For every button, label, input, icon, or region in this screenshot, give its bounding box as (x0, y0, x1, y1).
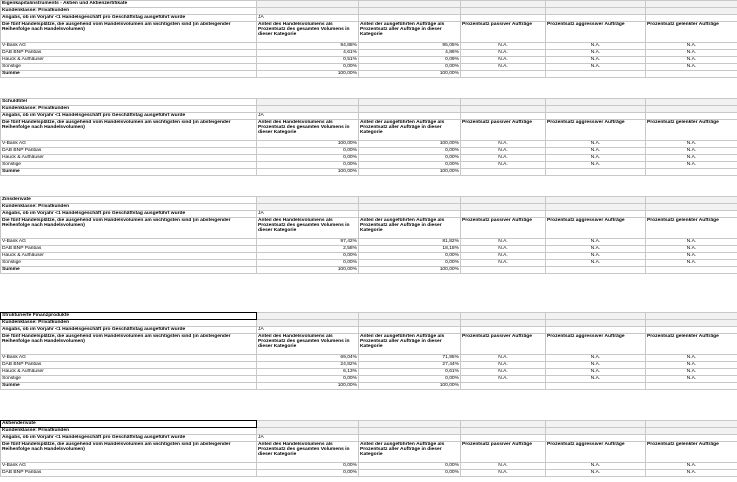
volume-share: 0,00% (257, 253, 359, 260)
orders-share: 100,00% (359, 383, 461, 390)
empty-cell (461, 169, 546, 176)
passive-value: N.A. (461, 253, 546, 260)
directed-header: Prozentsatz gelenkter Aufträge (646, 218, 737, 239)
volume-share: 100,00% (257, 267, 359, 274)
share-volume-header: Anteil des Handelsvolumens als Prozentsatz des gesamten Volumens in dieser Kategorie (257, 442, 359, 463)
orders-share: 71,95% (359, 355, 461, 362)
aggressive-header: Prozentsatz aggressiver Aufträge (546, 22, 646, 43)
empty-cell (546, 197, 646, 204)
table-row (1, 169, 737, 176)
empty-cell (461, 211, 546, 218)
passive-value: N.A. (461, 64, 546, 71)
orders-share: 0,09% (359, 57, 461, 64)
empty-cell (359, 435, 461, 442)
aggressive-value: N.A. (546, 463, 646, 470)
volume-share: 100,00% (257, 169, 359, 176)
directed-value: N.A. (646, 141, 737, 148)
table-row (1, 253, 737, 260)
orders-share: 18,18% (359, 246, 461, 253)
empty-cell (461, 421, 546, 428)
empty-cell (359, 113, 461, 120)
volume-share: 100,00% (257, 141, 359, 148)
table-row (1, 57, 737, 64)
empty-cell (461, 267, 546, 274)
empty-cell (646, 204, 737, 211)
section-table (0, 196, 737, 274)
orders-share: 0,00% (359, 253, 461, 260)
orders-share: 0,61% (359, 369, 461, 376)
table-row (1, 260, 737, 267)
client-class-label: Kundenklasse: Privatkunden (1, 320, 257, 327)
empty-cell (546, 383, 646, 390)
aggressive-value: N.A. (546, 253, 646, 260)
venue-name: DAB BNP Paribas (1, 362, 257, 369)
orders-share: 0,00% (359, 470, 461, 477)
empty-cell (257, 421, 359, 428)
table-row (1, 155, 737, 162)
aggressive-value: N.A. (546, 141, 646, 148)
table-row (1, 369, 737, 376)
empty-cell (646, 435, 737, 442)
empty-cell (646, 106, 737, 113)
table-row (1, 43, 737, 50)
empty-cell (359, 421, 461, 428)
venues-header: Die fünf Handelsplätze, die ausgehend vom Handelsvolumen am wichtigsten sind (in absteigender Reihenfolge nach Handelsvolumen) (1, 218, 257, 239)
volume-share: 2,58% (257, 246, 359, 253)
directed-value: N.A. (646, 355, 737, 362)
orders-share: 0,00% (359, 162, 461, 169)
volume-share: 0,00% (257, 376, 359, 383)
empty-cell (546, 15, 646, 22)
client-class-label: Kundenklasse: Privatkunden (1, 106, 257, 113)
passive-value: N.A. (461, 369, 546, 376)
aggressive-value: N.A. (546, 470, 646, 477)
empty-cell (359, 15, 461, 22)
empty-cell (461, 204, 546, 211)
orders-share: 95,05% (359, 43, 461, 50)
venue-name: V-Bank AG (1, 239, 257, 246)
empty-cell (359, 428, 461, 435)
share-volume-header: Anteil des Handelsvolumens als Prozentsatz des gesamten Volumens in dieser Kategorie (257, 218, 359, 239)
aggressive-value: N.A. (546, 362, 646, 369)
passive-value: N.A. (461, 141, 546, 148)
table-row (1, 239, 737, 246)
venue-name: Summe (1, 383, 257, 390)
directed-header: Prozentsatz gelenkter Aufträge (646, 442, 737, 463)
volume-share: 97,42% (257, 239, 359, 246)
empty-cell (546, 267, 646, 274)
directed-value: N.A. (646, 239, 737, 246)
empty-cell (257, 204, 359, 211)
venue-name: Sonstige (1, 260, 257, 267)
question-label: Angabs, ob im Vorjahr <1 Handelsgeschäft pro Geschäftstag ausgeführt wurde (1, 15, 257, 22)
table-row (1, 463, 737, 470)
volume-share: 6,13% (257, 369, 359, 376)
empty-cell (546, 169, 646, 176)
empty-cell (461, 113, 546, 120)
orders-share: 0,00% (359, 64, 461, 71)
section-title: Aktienderivate (1, 421, 257, 428)
aggressive-value: N.A. (546, 246, 646, 253)
empty-cell (546, 428, 646, 435)
venue-name: Hauck & Aufhäuser (1, 253, 257, 260)
aggressive-value: N.A. (546, 355, 646, 362)
venues-header: Die fünf Handelsplätze, die ausgehend vom Handelsvolumen am wichtigsten sind (in absteigender Reihenfolge nach Handelsvolumen) (1, 334, 257, 355)
venue-name: DAB BNP Paribas (1, 50, 257, 57)
aggressive-value: N.A. (546, 64, 646, 71)
orders-share: 0,00% (359, 463, 461, 470)
empty-cell (546, 313, 646, 320)
aggressive-header: Prozentsatz aggressiver Aufträge (546, 442, 646, 463)
directed-value: N.A. (646, 362, 737, 369)
table-row (1, 71, 737, 78)
directed-value: N.A. (646, 376, 737, 383)
passive-header: Prozentsatz passiver Aufträge (461, 218, 546, 239)
empty-cell (461, 8, 546, 15)
empty-cell (646, 113, 737, 120)
empty-cell (461, 383, 546, 390)
passive-value: N.A. (461, 43, 546, 50)
empty-cell (461, 320, 546, 327)
client-class-label: Kundenklasse: Privatkunden (1, 8, 257, 15)
orders-share: 100,00% (359, 169, 461, 176)
volume-share: 100,00% (257, 71, 359, 78)
directed-value: N.A. (646, 260, 737, 267)
empty-cell (461, 197, 546, 204)
directed-value: N.A. (646, 57, 737, 64)
empty-cell (646, 169, 737, 176)
venue-name: DAB BNP Paribas (1, 246, 257, 253)
empty-cell (646, 1, 737, 8)
section-title: Zinsderivate (1, 197, 257, 204)
aggressive-value: N.A. (546, 148, 646, 155)
aggressive-value: N.A. (546, 369, 646, 376)
venue-name: V-Bank AG (1, 463, 257, 470)
table-row (1, 148, 737, 155)
directed-value: N.A. (646, 369, 737, 376)
empty-cell (546, 204, 646, 211)
volume-share: 0,00% (257, 64, 359, 71)
empty-cell (646, 267, 737, 274)
passive-value: N.A. (461, 57, 546, 64)
section-table (0, 98, 737, 176)
volume-share: 0,00% (257, 155, 359, 162)
directed-value: N.A. (646, 246, 737, 253)
empty-cell (359, 211, 461, 218)
empty-cell (461, 106, 546, 113)
passive-header: Prozentsatz passiver Aufträge (461, 442, 546, 463)
share-orders-header: Anteil der ausgeführten Aufträge als Prozentsatz aller Aufträge in dieser Kategorie (359, 334, 461, 355)
empty-cell (359, 1, 461, 8)
venues-header: Die fünf Handelsplätze, die ausgehend vom Handelsvolumen am wichtigsten sind (in absteigender Reihenfolge nach Handelsvolumen) (1, 22, 257, 43)
venues-header: Die fünf Handelsplätze, die ausgehend vom Handelsvolumen am wichtigsten sind (in absteigender Reihenfolge nach Handelsvolumen) (1, 120, 257, 141)
passive-value: N.A. (461, 470, 546, 477)
venue-name: Sonstige (1, 162, 257, 169)
empty-cell (546, 8, 646, 15)
table-row (1, 50, 737, 57)
passive-header: Prozentsatz passiver Aufträge (461, 120, 546, 141)
empty-cell (359, 8, 461, 15)
empty-cell (546, 1, 646, 8)
venue-name: Hauck & Aufhäuser (1, 57, 257, 64)
empty-cell (546, 327, 646, 334)
share-volume-header: Anteil des Handelsvolumens als Prozentsatz des gesamten Volumens in dieser Kategorie (257, 22, 359, 43)
share-orders-header: Anteil der ausgeführten Aufträge als Prozentsatz aller Aufträge in dieser Kategorie (359, 120, 461, 141)
venues-header: Die fünf Handelsplätze, die ausgehend vom Handelsvolumen am wichtigsten sind (in absteigender Reihenfolge nach Handelsvolumen) (1, 442, 257, 463)
directed-value: N.A. (646, 463, 737, 470)
orders-share: 100,00% (359, 267, 461, 274)
volume-share: 0,00% (257, 260, 359, 267)
empty-cell (359, 320, 461, 327)
table-row (1, 141, 737, 148)
directed-header: Prozentsatz gelenkter Aufträge (646, 22, 737, 43)
venue-name: Sonstige (1, 64, 257, 71)
table-row (1, 355, 737, 362)
section-table (0, 0, 737, 78)
table-row (1, 470, 737, 477)
directed-header: Prozentsatz gelenkter Aufträge (646, 120, 737, 141)
directed-value: N.A. (646, 162, 737, 169)
table-row (1, 383, 737, 390)
empty-cell (359, 99, 461, 106)
volume-share: 24,82% (257, 362, 359, 369)
section-title: Eigenkapitalinstruments - Aktien und Aktienzertifikate (1, 1, 257, 8)
answer-value: JA (257, 211, 359, 218)
empty-cell (546, 211, 646, 218)
orders-share: 100,00% (359, 71, 461, 78)
orders-share: 81,82% (359, 239, 461, 246)
empty-cell (359, 106, 461, 113)
orders-share: 4,86% (359, 50, 461, 57)
table-row (1, 246, 737, 253)
aggressive-value: N.A. (546, 50, 646, 57)
empty-cell (646, 421, 737, 428)
empty-cell (359, 313, 461, 320)
venue-name: Summe (1, 71, 257, 78)
orders-share: 0,00% (359, 148, 461, 155)
empty-cell (461, 313, 546, 320)
passive-value: N.A. (461, 376, 546, 383)
orders-share: 100,00% (359, 141, 461, 148)
empty-cell (257, 106, 359, 113)
directed-value: N.A. (646, 155, 737, 162)
venue-name: V-Bank AG (1, 141, 257, 148)
passive-value: N.A. (461, 239, 546, 246)
directed-header: Prozentsatz gelenkter Aufträge (646, 334, 737, 355)
empty-cell (646, 320, 737, 327)
client-class-label: Kundenklasse: Privatkunden (1, 204, 257, 211)
empty-cell (646, 8, 737, 15)
passive-value: N.A. (461, 50, 546, 57)
table-row (1, 162, 737, 169)
venue-name: Sonstige (1, 376, 257, 383)
passive-value: N.A. (461, 162, 546, 169)
empty-cell (359, 327, 461, 334)
directed-value: N.A. (646, 64, 737, 71)
empty-cell (359, 197, 461, 204)
passive-value: N.A. (461, 148, 546, 155)
section-table (0, 312, 737, 390)
empty-cell (359, 204, 461, 211)
section-title: Strukturierte Finanzprodukte (1, 313, 257, 320)
question-label: Angabs, ob im Vorjahr <1 Handelsgeschäft pro Geschäftstag ausgeführt wurde (1, 327, 257, 334)
volume-share: 0,00% (257, 162, 359, 169)
share-orders-header: Anteil der ausgeführten Aufträge als Prozentsatz aller Aufträge in dieser Kategorie (359, 22, 461, 43)
passive-header: Prozentsatz passiver Aufträge (461, 22, 546, 43)
orders-share: 0,00% (359, 260, 461, 267)
volume-share: 0,00% (257, 148, 359, 155)
volume-share: 4,61% (257, 50, 359, 57)
volume-share: 0,51% (257, 57, 359, 64)
venue-name: Summe (1, 267, 257, 274)
answer-value: JA (257, 435, 359, 442)
empty-cell (257, 99, 359, 106)
passive-value: N.A. (461, 260, 546, 267)
volume-share: 0,00% (257, 470, 359, 477)
passive-value: N.A. (461, 463, 546, 470)
empty-cell (461, 1, 546, 8)
empty-cell (646, 15, 737, 22)
share-orders-header: Anteil der ausgeführten Aufträge als Prozentsatz aller Aufträge in dieser Kategorie (359, 218, 461, 239)
venue-name: V-Bank AG (1, 355, 257, 362)
volume-share: 69,04% (257, 355, 359, 362)
answer-value: JA (257, 327, 359, 334)
empty-cell (546, 320, 646, 327)
venue-name: Summe (1, 169, 257, 176)
venue-name: DAB BNP Paribas (1, 148, 257, 155)
empty-cell (257, 1, 359, 8)
passive-value: N.A. (461, 355, 546, 362)
empty-cell (546, 71, 646, 78)
orders-share: 27,44% (359, 362, 461, 369)
share-volume-header: Anteil des Handelsvolumens als Prozentsatz des gesamten Volumens in dieser Kategorie (257, 120, 359, 141)
empty-cell (646, 71, 737, 78)
directed-value: N.A. (646, 43, 737, 50)
empty-cell (546, 106, 646, 113)
empty-cell (461, 435, 546, 442)
section-title: Schuldtitel (1, 99, 257, 106)
aggressive-value: N.A. (546, 239, 646, 246)
empty-cell (546, 99, 646, 106)
empty-cell (646, 428, 737, 435)
aggressive-value: N.A. (546, 162, 646, 169)
empty-cell (646, 197, 737, 204)
table-row (1, 376, 737, 383)
empty-cell (646, 327, 737, 334)
aggressive-value: N.A. (546, 155, 646, 162)
empty-cell (461, 71, 546, 78)
venue-name: V-Bank AG (1, 43, 257, 50)
empty-cell (257, 428, 359, 435)
aggressive-value: N.A. (546, 260, 646, 267)
aggressive-header: Prozentsatz aggressiver Aufträge (546, 334, 646, 355)
section-table (0, 420, 737, 477)
volume-share: 100,00% (257, 383, 359, 390)
passive-header: Prozentsatz passiver Aufträge (461, 334, 546, 355)
aggressive-value: N.A. (546, 57, 646, 64)
aggressive-header: Prozentsatz aggressiver Aufträge (546, 218, 646, 239)
empty-cell (646, 313, 737, 320)
passive-value: N.A. (461, 246, 546, 253)
aggressive-value: N.A. (546, 376, 646, 383)
directed-value: N.A. (646, 50, 737, 57)
directed-value: N.A. (646, 470, 737, 477)
empty-cell (461, 99, 546, 106)
table-row (1, 267, 737, 274)
empty-cell (461, 428, 546, 435)
empty-cell (546, 113, 646, 120)
question-label: Angabs, ob im Vorjahr <1 Handelsgeschäft pro Geschäftstag ausgeführt wurde (1, 113, 257, 120)
empty-cell (461, 327, 546, 334)
passive-value: N.A. (461, 362, 546, 369)
share-orders-header: Anteil der ausgeführten Aufträge als Prozentsatz aller Aufträge in dieser Kategorie (359, 442, 461, 463)
empty-cell (257, 313, 359, 320)
empty-cell (546, 435, 646, 442)
empty-cell (646, 211, 737, 218)
volume-share: 0,00% (257, 463, 359, 470)
empty-cell (646, 99, 737, 106)
empty-cell (257, 320, 359, 327)
table-row (1, 362, 737, 369)
directed-value: N.A. (646, 253, 737, 260)
directed-value: N.A. (646, 148, 737, 155)
table-row (1, 64, 737, 71)
orders-share: 0,00% (359, 376, 461, 383)
venue-name: Hauck & Aufhäuser (1, 155, 257, 162)
aggressive-header: Prozentsatz aggressiver Aufträge (546, 120, 646, 141)
answer-value: JA (257, 113, 359, 120)
client-class-label: Kundenklasse: Privatkunden (1, 428, 257, 435)
empty-cell (257, 8, 359, 15)
orders-share: 0,00% (359, 155, 461, 162)
empty-cell (461, 15, 546, 22)
aggressive-value: N.A. (546, 43, 646, 50)
venue-name: DAB BNP Paribas (1, 470, 257, 477)
question-label: Angabs, ob im Vorjahr <1 Handelsgeschäft pro Geschäftstag ausgeführt wurde (1, 211, 257, 218)
share-volume-header: Anteil des Handelsvolumens als Prozentsatz des gesamten Volumens in dieser Kategorie (257, 334, 359, 355)
empty-cell (257, 197, 359, 204)
volume-share: 94,88% (257, 43, 359, 50)
answer-value: JA (257, 15, 359, 22)
venue-name: Hauck & Aufhäuser (1, 369, 257, 376)
empty-cell (546, 421, 646, 428)
empty-cell (646, 383, 737, 390)
passive-value: N.A. (461, 155, 546, 162)
question-label: Angabs, ob im Vorjahr <1 Handelsgeschäft pro Geschäftstag ausgeführt wurde (1, 435, 257, 442)
